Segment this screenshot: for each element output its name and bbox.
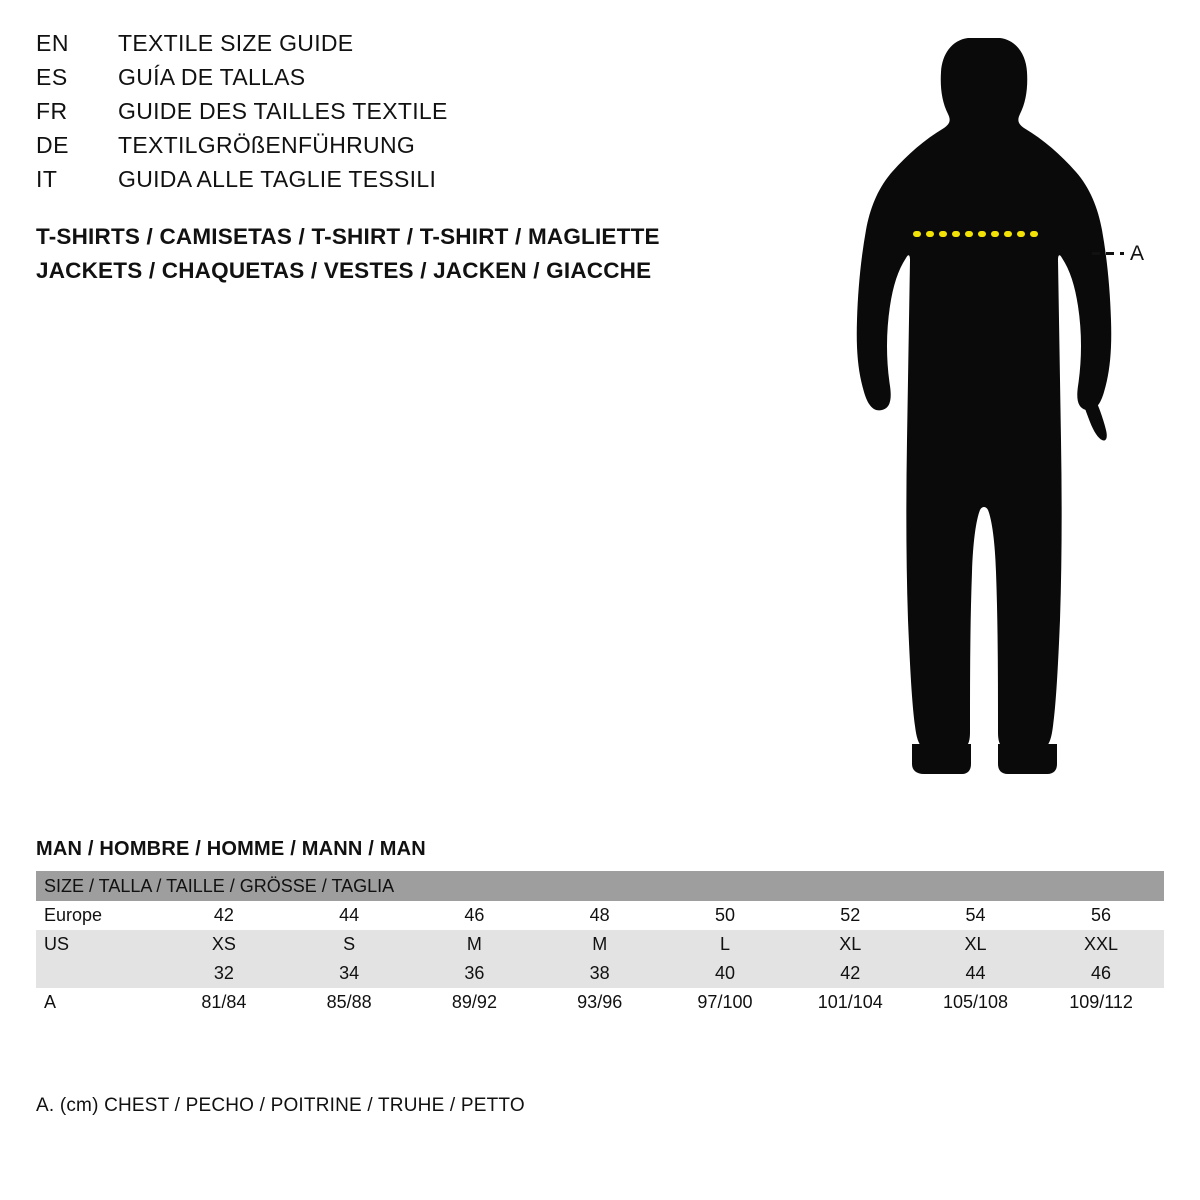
table-cell: 85/88 [287, 988, 412, 1017]
language-code: FR [36, 98, 68, 124]
table-cell: 93/96 [537, 988, 662, 1017]
body-figure-area [820, 20, 1180, 800]
table-title: MAN / HOMBRE / HOMME / MANN / MAN [36, 838, 426, 860]
table-cell: XL [913, 930, 1038, 959]
language-code: DE [36, 132, 69, 158]
size-table-section [36, 838, 1164, 1017]
size-table [36, 871, 1164, 1017]
row-label: A [36, 988, 161, 1017]
footnote-chest-measurement: A. (cm) CHEST / PECHO / POITRINE / TRUHE / PETTO [36, 1095, 525, 1116]
table-cell: 32 [161, 959, 286, 988]
language-title: TEXTILGRÖßENFÜHRUNG [118, 132, 416, 158]
table-cell: 44 [913, 959, 1038, 988]
table-cell: XS [161, 930, 286, 959]
language-row [36, 98, 736, 132]
table-cell: 42 [161, 901, 286, 930]
table-cell: 38 [537, 959, 662, 988]
language-title: GUIDA ALLE TAGLIE TESSILI [118, 166, 437, 192]
table-cell: 48 [537, 901, 662, 930]
language-code: ES [36, 64, 68, 90]
table-row [36, 930, 1164, 959]
table-cell: 81/84 [161, 988, 286, 1017]
table-cell: 101/104 [788, 988, 913, 1017]
measure-label-a: A [1130, 242, 1145, 265]
table-cell: 42 [788, 959, 913, 988]
table-cell: 34 [287, 959, 412, 988]
language-row [36, 166, 736, 200]
measure-leader-line [1092, 252, 1124, 255]
language-code: IT [36, 166, 58, 192]
table-row [36, 901, 1164, 930]
table-row [36, 959, 1164, 988]
table-cell: L [662, 930, 787, 959]
table-row [36, 988, 1164, 1017]
table-cell: XXL [1038, 930, 1164, 959]
row-label: US [36, 930, 161, 959]
table-cell: M [537, 930, 662, 959]
table-header-label: SIZE / TALLA / TAILLE / GRÖSSE / TAGLIA [36, 871, 1164, 901]
table-cell: 109/112 [1038, 988, 1164, 1017]
category-block [36, 220, 796, 288]
table-cell: 89/92 [412, 988, 537, 1017]
table-cell: S [287, 930, 412, 959]
language-title: GUIDE DES TAILLES TEXTILE [118, 98, 448, 124]
language-row [36, 64, 736, 98]
category-line-jackets: JACKETS / CHAQUETAS / VESTES / JACKEN / GIACCHE [36, 258, 652, 283]
table-cell: 97/100 [662, 988, 787, 1017]
language-row [36, 30, 736, 64]
language-title: GUÍA DE TALLAS [118, 64, 306, 90]
table-cell: 54 [913, 901, 1038, 930]
chest-measure-line [820, 20, 1180, 800]
table-cell: 36 [412, 959, 537, 988]
table-cell: 40 [662, 959, 787, 988]
row-label: Europe [36, 901, 161, 930]
table-header-row [36, 871, 1164, 901]
table-cell: XL [788, 930, 913, 959]
table-cell: 105/108 [913, 988, 1038, 1017]
table-cell: 52 [788, 901, 913, 930]
table-cell: 46 [1038, 959, 1164, 988]
table-cell: 44 [287, 901, 412, 930]
language-header-block [36, 30, 736, 200]
category-line-tshirts: T-SHIRTS / CAMISETAS / T-SHIRT / T-SHIRT / MAGLIETTE [36, 224, 660, 249]
language-row [36, 132, 736, 166]
language-title: TEXTILE SIZE GUIDE [118, 30, 354, 56]
language-code: EN [36, 30, 69, 56]
row-label [36, 959, 161, 988]
table-cell: 56 [1038, 901, 1164, 930]
table-cell: M [412, 930, 537, 959]
table-cell: 50 [662, 901, 787, 930]
table-cell: 46 [412, 901, 537, 930]
